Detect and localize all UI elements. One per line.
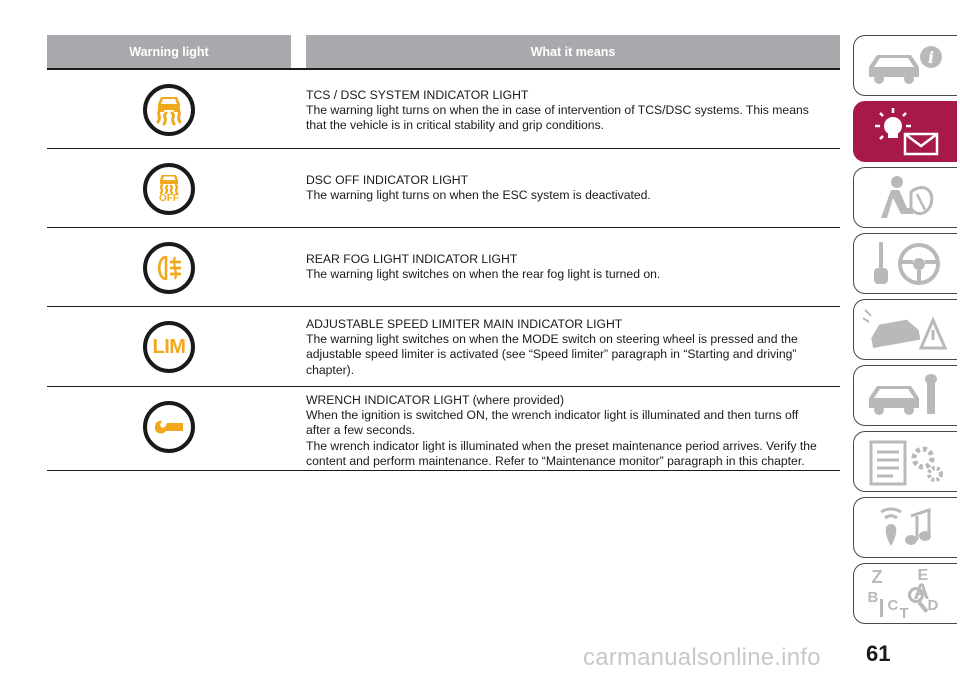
lim-label: LIM	[152, 335, 186, 358]
list-gears-icon	[861, 436, 951, 488]
table-row	[47, 149, 840, 228]
row-line: after a few seconds.	[306, 423, 416, 438]
key-steering-wheel-icon	[861, 238, 951, 290]
row-title: ADJUSTABLE SPEED LIMITER MAIN INDICATOR LIGHT	[306, 317, 623, 331]
chapter-tab-car-info[interactable]	[853, 35, 957, 96]
warning-lights-table	[47, 35, 840, 471]
page-number: 61	[866, 641, 891, 666]
row-line: content and perform maintenance. Refer to “Maintenance monitor” paragraph in this chapter.	[306, 453, 805, 468]
chapter-tab-warning-lights[interactable]	[853, 101, 957, 162]
row-line: The warning light switches on when the rear fog light is turned on.	[306, 267, 661, 282]
chapter-tab-multimedia[interactable]	[853, 497, 957, 558]
music-navigation-icon	[861, 502, 951, 554]
wrench-icon	[143, 401, 195, 453]
chapter-tab-emergency[interactable]	[853, 299, 957, 360]
table-row	[47, 228, 840, 307]
car-accident-icon	[861, 304, 951, 356]
table-row	[47, 307, 840, 387]
header-warning-light: Warning light	[47, 35, 291, 68]
alphabetical-index-icon: Z E A B C D T	[867, 566, 939, 622]
car-wrench-icon	[861, 370, 951, 422]
row-title: TCS / DSC SYSTEM INDICATOR LIGHT	[306, 88, 529, 102]
row-line: that the vehicle is in critical stability and grip conditions.	[306, 118, 605, 133]
row-line: adjustable speed limiter is activated (see “Speed limiter” paragraph in “Starting and driving”	[306, 347, 797, 362]
row-title: DSC OFF INDICATOR LIGHT	[306, 173, 469, 187]
car-info-icon	[861, 41, 951, 91]
svg-text:i: i	[927, 47, 934, 67]
table-row	[47, 70, 840, 149]
row-title: WRENCH INDICATOR LIGHT (where provided)	[306, 393, 565, 407]
row-line: The warning light turns on when the in case of intervention of TCS/DSC systems. This means	[306, 103, 809, 118]
row-line: When the ignition is switched ON, the wrench indicator light is illuminated and then turns off	[306, 408, 799, 423]
chapter-tab-starting-driving[interactable]	[853, 233, 957, 294]
row-line: The warning light switches on when the MODE switch on steering wheel is pressed and the	[306, 332, 798, 347]
row-line: chapter).	[306, 362, 355, 377]
header-what-it-means: What it means	[306, 35, 840, 68]
row-line: The warning light turns on when the ESC system is deactivated.	[306, 188, 651, 203]
row-line: The wrench indicator light is illuminated when the preset maintenance period arrives. Verify the	[306, 438, 817, 453]
off-label: OFF	[159, 193, 179, 204]
speed-limiter-icon	[143, 321, 195, 373]
table-header	[47, 35, 840, 68]
chapter-tab-safety[interactable]	[853, 167, 957, 228]
seat-airbag-icon	[861, 172, 951, 224]
warning-light-message-icon	[861, 106, 951, 158]
rear-fog-light-icon	[143, 242, 195, 294]
row-title: REAR FOG LIGHT INDICATOR LIGHT	[306, 252, 518, 266]
chapter-tab-maintenance[interactable]	[853, 365, 957, 426]
watermark: carmanualsonline.info	[583, 644, 821, 671]
table-row	[47, 387, 840, 471]
tcs-dsc-icon	[143, 84, 195, 136]
chapter-tab-index[interactable]	[853, 563, 957, 624]
dsc-off-icon	[143, 163, 195, 215]
chapter-tab-technical-data[interactable]	[853, 431, 957, 492]
